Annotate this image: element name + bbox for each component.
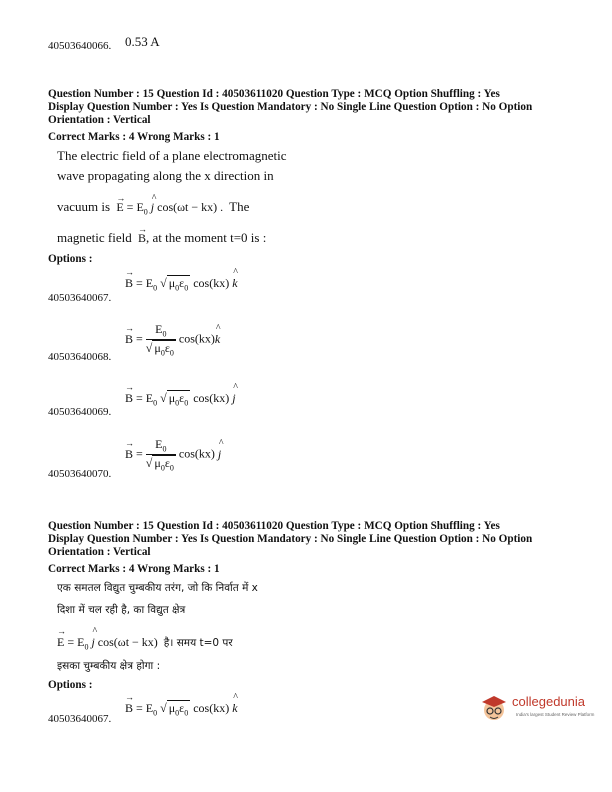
question-header-hi — [48, 520, 588, 559]
option-id: 40503640067. — [48, 713, 112, 725]
question-text: vacuum is — [57, 199, 111, 214]
header-line: Display Question Number : Yes Is Question Mandatory : No Single Line Question Option : No Option — [48, 533, 533, 545]
options-label: Options : — [48, 253, 93, 265]
option-id: 40503640067. — [48, 292, 112, 304]
question-text: है। समय t=0 पर — [163, 637, 233, 649]
header-line: Question Number : 15 Question Id : 40503611020 Question Type : MCQ Option Shuffling : Yes — [48, 88, 500, 100]
header-line: Question Number : 15 Question Id : 40503611020 Question Type : MCQ Option Shuffling : Yes — [48, 520, 500, 532]
options-label: Options : — [48, 679, 93, 691]
question-text: , at the moment t=0 is : — [145, 230, 267, 245]
question-line: wave propagating along the x direction in — [57, 168, 274, 183]
option-equation: → $B = E_0$ √ $\mu_0\varepsilon_0$ cos(kx) ^ k — [125, 701, 238, 717]
header-line: Orientation : Vertical — [48, 546, 151, 558]
question-text: magnetic field — [57, 230, 132, 245]
option-equation: → B = $\frac{E_0}{√ \mu_0\varepsilon_0}$ cos(kx)^ k — [125, 322, 220, 358]
question-header-en — [48, 88, 588, 127]
question-line: इसका चुम्बकीय क्षेत्र होगा : — [57, 660, 161, 672]
magnetic-field-symbol: → B — [135, 231, 146, 245]
option-value: 0.53 A — [125, 34, 160, 49]
marks-en: Correct Marks : 4 Wrong Marks : 1 — [48, 131, 220, 143]
logo-text: collegedunia — [512, 694, 586, 709]
option-id: 40503640068. — [48, 351, 112, 363]
option-equation: → $B = E_0$ √ $\mu_0\varepsilon_0$ cos(kx) ^ j — [125, 391, 236, 407]
header-line: Orientation : Vertical — [48, 114, 151, 126]
header-line: Display Question Number : Yes Is Question Mandatory : No Single Line Question Option : No Option — [48, 101, 533, 113]
option-id: 40503640069. — [48, 406, 112, 418]
marks-hi: Correct Marks : 4 Wrong Marks : 1 — [48, 563, 220, 575]
option-id: 40503640070. — [48, 468, 112, 480]
question-line: दिशा में चल रही है, का विद्युत क्षेत्र — [57, 604, 186, 616]
question-line: एक समतल विद्युत चुम्बकीय तरंग, जो कि निर्वात में x — [57, 582, 258, 594]
option-id: 40503640066. — [48, 40, 112, 52]
logo-tagline: India's largest Student Review Platform — [516, 712, 595, 717]
question-line — [57, 230, 266, 246]
graduate-avatar-icon — [478, 692, 510, 724]
electric-field-equation: → $E = E_0$ ^ j cos(ωt − kx) . — [113, 200, 226, 214]
question-line — [57, 633, 233, 651]
option-equation: → $B = E_0$ √ $\mu_0\varepsilon_0$ cos(kx) ^ k — [125, 276, 238, 292]
option-equation: → B = $\frac{E_0}{√ \mu_0\varepsilon_0}$ cos(kx) ^ j — [125, 437, 221, 473]
question-line — [57, 199, 249, 219]
electric-field-equation: → $E = E_0$ ^ j cos(ωt − kx) — [57, 635, 164, 649]
question-text: The — [229, 199, 250, 214]
question-line: The electric field of a plane electromagnetic — [57, 148, 287, 163]
